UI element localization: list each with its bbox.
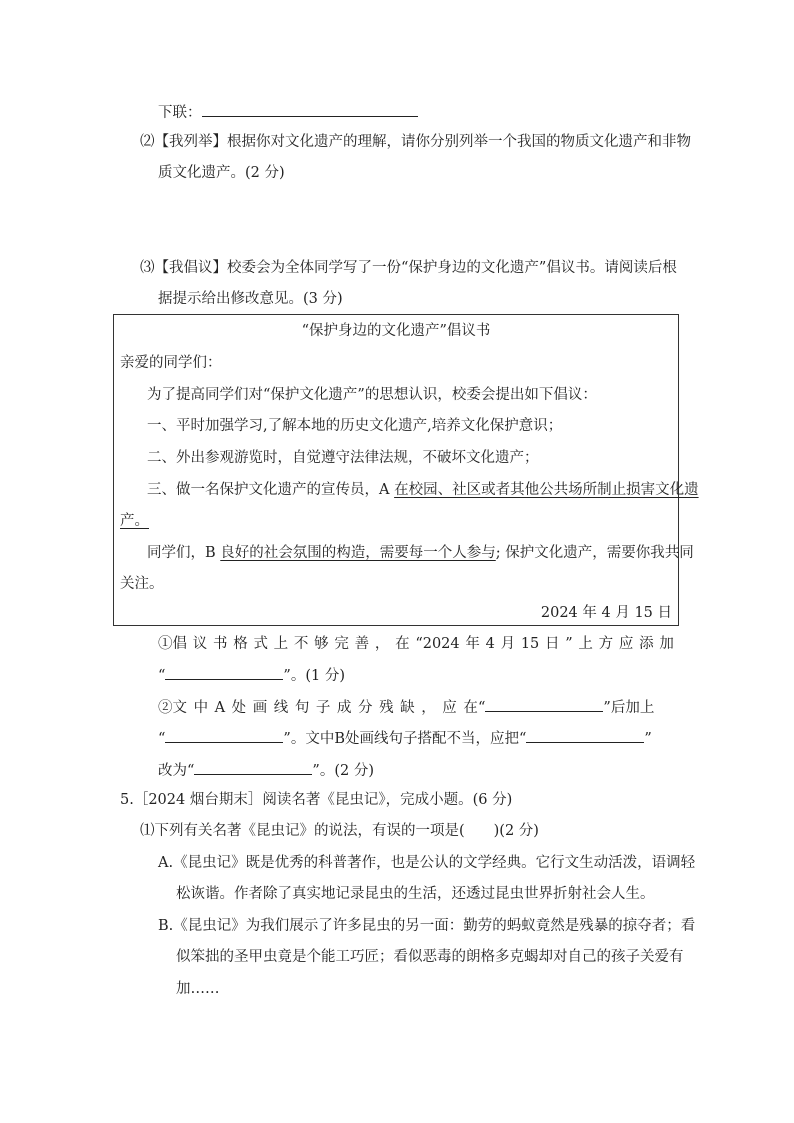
- sub1-line1-segment: “2024: [415, 636, 460, 652]
- sub2-line1-text: [158, 698, 478, 718]
- sub-question-2-line2: [158, 728, 652, 749]
- sub1-open-quote: “: [158, 668, 166, 684]
- sub2-line2-close: ”: [644, 731, 652, 747]
- letter-item-3-continued: [120, 511, 149, 531]
- sub2-line1-segment: A: [214, 700, 226, 716]
- q5-option-b-line2: 似笨拙的圣甲虫竟是个能工巧匠；看似恶毒的朗格多克蝎却对自己的孩子关爱有: [176, 949, 684, 965]
- q4-2-line1: ⑵【我列举】根据你对文化遗产的理解，请你分别列举一个我国的物质文化遗产和非物: [140, 134, 691, 150]
- sub2-open-quote-2: “: [158, 731, 166, 747]
- sub1-line1-segment: 15: [520, 636, 540, 652]
- sub2-blank-2[interactable]: [165, 728, 283, 743]
- q5-option-b-line3: 加……: [176, 981, 220, 997]
- lower-couplet-blank[interactable]: [202, 102, 418, 117]
- letter-closing: [147, 543, 694, 563]
- sub-question-1-line1: [158, 634, 674, 654]
- sub2-line1-segment: 在: [463, 700, 478, 716]
- sub1-line1-segment: 4: [485, 636, 495, 652]
- sub2-line1-segment: 线: [273, 700, 289, 716]
- q5-option-a-line1: A.《昆虫记》既是优秀的科普著作，也是公认的文学经典。它行文生动活泼，语调轻: [158, 855, 696, 871]
- sub2-line1-segment: 处: [231, 700, 247, 716]
- sub2-open-quote-1: “: [478, 700, 486, 716]
- lower-couplet-line: [158, 102, 418, 123]
- sub2-blank-1[interactable]: [485, 697, 603, 712]
- sub1-line1-segment: 格: [233, 636, 248, 652]
- sub2-line1-segment: ②文: [158, 700, 187, 716]
- sentence-a-underlined: 在校园、社区或者其他公共场所制止损害文化遗: [394, 482, 699, 498]
- q4-3-line1: ⑶【我倡议】校委会为全体同学写了一份“保护身边的文化遗产”倡议书。请阅读后根: [140, 260, 677, 276]
- sub1-close: ”。(1 分): [283, 668, 345, 684]
- letter-item-3: [147, 480, 699, 500]
- sub1-line1-segment: 应: [618, 636, 634, 652]
- sub2-line3-suffix: ”。(2 分): [312, 763, 374, 779]
- sub2-line1-segment: 应: [442, 700, 457, 716]
- sub1-line1-segment: 议: [192, 636, 208, 652]
- q5-header: 5.［2024 烟台期末］阅读名著《昆虫记》，完成小题。(6 分): [120, 792, 513, 808]
- letter-closing-suffix: ; 保护文化遗产，需要你我共同: [495, 545, 694, 561]
- letter-item-1: 一、平时加强学习,了解本地的历史文化遗产,培养文化保护意识；: [147, 418, 563, 434]
- sub1-line1-segment: 添: [639, 636, 654, 652]
- sub1-line1-segment: 日: [545, 636, 560, 652]
- sub2-line1-tail: ”后加上: [603, 700, 655, 716]
- sub2-line1-segment: 画: [252, 700, 268, 716]
- sub2-line1-segment: 子: [315, 700, 331, 716]
- sub2-line1-segment: 中: [193, 700, 209, 716]
- letter-item-3-text: 三、做一名保护文化遗产的宣传员，A: [147, 482, 395, 498]
- sub2-line1-segment: 分: [358, 700, 373, 716]
- sentence-b-underlined: 良好的社会氛围的构造，需要每一个人参与: [220, 545, 496, 561]
- sub1-line1-segment: 善: [354, 636, 370, 652]
- q5-option-a-line2: 松诙谐。作者除了真实地记录昆虫的生活，还透过昆虫世界折射社会人生。: [176, 886, 655, 902]
- sub2-line1-segment: ，: [421, 700, 436, 716]
- letter-date: 2024 年 4 月 15 日: [540, 605, 672, 621]
- sub1-line1-segment: ①倡: [158, 636, 187, 652]
- sub1-line1-segment: 加: [659, 636, 674, 652]
- letter-title: “保护身边的文化遗产”倡议书: [301, 323, 491, 339]
- letter-intro: 为了提高同学们对“保护文化遗产”的思想认识，校委会提出如下倡议：: [147, 387, 597, 403]
- sub1-answer-blank[interactable]: [165, 665, 283, 680]
- sub2-line1-segment: 缺: [400, 700, 415, 716]
- q4-3-line2: 据提示给出修改意见。(3 分): [158, 291, 343, 307]
- q4-2-line2: 质文化遗产。(2 分): [158, 165, 285, 181]
- sub-question-2-line1: [158, 697, 674, 718]
- sub1-line1-segment: 上: [273, 636, 289, 652]
- letter-closing-continued: 关注。: [120, 576, 164, 592]
- q5-sub1: ⑴下列有关名著《昆虫记》的说法，有误的一项是( )(2 分): [140, 823, 539, 839]
- sub2-blank-3[interactable]: [526, 728, 644, 743]
- sub1-line1-segment: 不: [293, 636, 309, 652]
- sub1-line1-segment: 上: [578, 636, 593, 652]
- sub2-line1-segment: 残: [379, 700, 394, 716]
- sub1-line1-segment: 月: [500, 636, 516, 652]
- sub1-line1-segment: 书: [212, 636, 228, 652]
- sub1-line1-segment: 够: [314, 636, 329, 652]
- sub2-line1-segment: 成: [336, 700, 352, 716]
- sub2-blank-4[interactable]: [194, 760, 312, 775]
- sub1-line1-segment: 完: [334, 636, 349, 652]
- lower-couplet-label: 下联：: [158, 105, 202, 121]
- sub2-line2-mid: ”。文中B处画线句子搭配不当，应把“: [283, 731, 527, 747]
- sub1-line1-segment: 在: [395, 636, 410, 652]
- sub2-line3-prefix: 改为“: [158, 763, 195, 779]
- sub1-line1-segment: 年: [465, 636, 480, 652]
- letter-greeting: 亲爱的同学们：: [120, 355, 222, 371]
- sub-question-2-line3: [158, 760, 374, 781]
- sub1-line1-segment: 式: [253, 636, 268, 652]
- sentence-a-underlined-end: 产。: [120, 513, 149, 529]
- q5-option-b-line1: B.《昆虫记》为我们展示了许多昆虫的另一面：勤劳的蚂蚁竟然是残暴的掠夺者；看: [158, 918, 696, 934]
- sub1-line1-segment: 方: [598, 636, 614, 652]
- sub1-line1-segment: ，: [374, 636, 390, 652]
- sub1-line1-segment: ”: [565, 636, 573, 652]
- sub-question-1-line2: [158, 665, 345, 686]
- letter-closing-prefix: 同学们，B: [147, 545, 221, 561]
- letter-item-2: 二、外出参观游览时，自觉遵守法律法规，不破坏文化遗产；: [147, 450, 539, 466]
- sub2-line1-segment: 句: [294, 700, 310, 716]
